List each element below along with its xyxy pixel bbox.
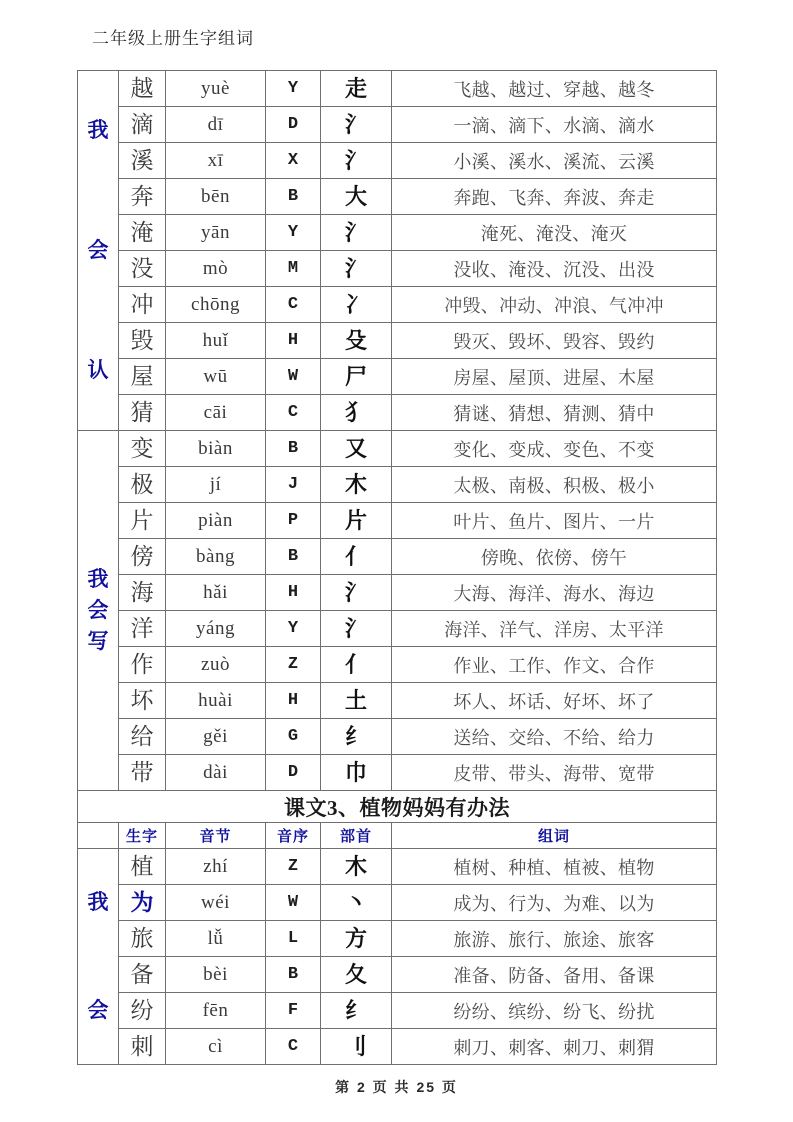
cell-char: 滴 xyxy=(119,107,166,143)
cell-order: P xyxy=(266,503,321,539)
cell-words: 大海、海洋、海水、海边 xyxy=(392,575,717,611)
cell-order: F xyxy=(266,993,321,1029)
cell-radical: 方 xyxy=(321,921,392,957)
cell-words: 小溪、溪水、溪流、云溪 xyxy=(392,143,717,179)
cell-radical: 夂 xyxy=(321,957,392,993)
group-label-char: 写 xyxy=(87,629,109,653)
cell-words: 冲毁、冲动、冲浪、气冲冲 xyxy=(392,287,717,323)
cell-radical: 土 xyxy=(321,683,392,719)
table-row xyxy=(78,503,717,539)
table-row xyxy=(78,1029,717,1065)
table-row xyxy=(78,431,717,467)
table-row xyxy=(78,755,717,791)
cell-order: H xyxy=(266,683,321,719)
cell-char: 溪 xyxy=(119,143,166,179)
table-row xyxy=(78,957,717,993)
cell-order: M xyxy=(266,251,321,287)
cell-char: 给 xyxy=(119,719,166,755)
group-label-char: 我 xyxy=(87,890,109,915)
cell-order: H xyxy=(266,575,321,611)
cell-radical: 大 xyxy=(321,179,392,215)
cell-words: 坏人、坏话、好坏、坏了 xyxy=(392,683,717,719)
table-row xyxy=(78,395,717,431)
cell-order: W xyxy=(266,885,321,921)
cell-radical: 走 xyxy=(321,71,392,107)
cell-radical: 纟 xyxy=(321,719,392,755)
cell-radical: 又 xyxy=(321,431,392,467)
cell-order: H xyxy=(266,323,321,359)
cell-words: 旅游、旅行、旅途、旅客 xyxy=(392,921,717,957)
cell-radical: 冫 xyxy=(321,287,392,323)
table-row xyxy=(78,107,717,143)
group-label-char: 会 xyxy=(87,598,109,622)
cell-words: 淹死、淹没、淹灭 xyxy=(392,215,717,251)
cell-pinyin: chōng xyxy=(166,287,266,323)
cell-radical: 尸 xyxy=(321,359,392,395)
cell-order: L xyxy=(266,921,321,957)
cell-order: G xyxy=(266,719,321,755)
group-label-char: 会 xyxy=(87,237,109,262)
column-header-row xyxy=(78,823,717,849)
lesson-banner-row xyxy=(78,791,717,823)
cell-radical: 氵 xyxy=(321,575,392,611)
cell-radical: 木 xyxy=(321,849,392,885)
cell-char: 奔 xyxy=(119,179,166,215)
table-row xyxy=(78,143,717,179)
group-label-我会 xyxy=(78,849,119,1065)
cell-pinyin: zuò xyxy=(166,647,266,683)
cell-words: 太极、南极、积极、极小 xyxy=(392,467,717,503)
cell-pinyin: huài xyxy=(166,683,266,719)
cell-radical: 木 xyxy=(321,467,392,503)
cell-order: Z xyxy=(266,849,321,885)
cell-words: 毁灭、毁坏、毁容、毁约 xyxy=(392,323,717,359)
cell-words: 变化、变成、变色、不变 xyxy=(392,431,717,467)
cell-radical: 氵 xyxy=(321,611,392,647)
cell-radical: 巾 xyxy=(321,755,392,791)
cell-char: 纷 xyxy=(119,993,166,1029)
cell-words: 房屋、屋顶、进屋、木屋 xyxy=(392,359,717,395)
cell-char: 傍 xyxy=(119,539,166,575)
cell-order: Y xyxy=(266,611,321,647)
cell-order: Y xyxy=(266,215,321,251)
cell-pinyin: yuè xyxy=(166,71,266,107)
column-header-words: 组词 xyxy=(392,823,717,849)
cell-char: 淹 xyxy=(119,215,166,251)
group-label-char: 我 xyxy=(87,118,109,143)
table-row xyxy=(78,885,717,921)
lesson-banner: 课文3、植物妈妈有办法 xyxy=(78,791,717,823)
table-row xyxy=(78,539,717,575)
cell-order: B xyxy=(266,539,321,575)
cell-radical: 犭 xyxy=(321,395,392,431)
cell-radical: 丶 xyxy=(321,885,392,921)
page-title: 二年级上册生字组词 xyxy=(92,29,254,48)
group-label-char: 会 xyxy=(87,997,109,1022)
cell-order: B xyxy=(266,179,321,215)
cell-words: 成为、行为、为难、以为 xyxy=(392,885,717,921)
table-row xyxy=(78,993,717,1029)
cell-pinyin: dī xyxy=(166,107,266,143)
table-body xyxy=(78,71,717,1065)
cell-pinyin: biàn xyxy=(166,431,266,467)
table-row xyxy=(78,647,717,683)
group-label-char: 我 xyxy=(87,567,109,591)
cell-pinyin: dài xyxy=(166,755,266,791)
cell-order: B xyxy=(266,431,321,467)
page-footer: 第 2 页 共 25 页 xyxy=(335,1079,458,1095)
cell-order: B xyxy=(266,957,321,993)
cell-char: 旅 xyxy=(119,921,166,957)
table-row xyxy=(78,467,717,503)
cell-pinyin: yān xyxy=(166,215,266,251)
column-header-order: 音序 xyxy=(266,823,321,849)
cell-order: C xyxy=(266,1029,321,1065)
cell-char: 刺 xyxy=(119,1029,166,1065)
cell-char: 作 xyxy=(119,647,166,683)
cell-char: 片 xyxy=(119,503,166,539)
table-row xyxy=(78,611,717,647)
cell-pinyin: hǎi xyxy=(166,575,266,611)
cell-pinyin: yáng xyxy=(166,611,266,647)
cell-char: 海 xyxy=(119,575,166,611)
cell-char: 为 xyxy=(119,885,166,921)
cell-pinyin: bèi xyxy=(166,957,266,993)
table-row xyxy=(78,921,717,957)
cell-char: 变 xyxy=(119,431,166,467)
table-row xyxy=(78,323,717,359)
cell-pinyin: gěi xyxy=(166,719,266,755)
cell-order: C xyxy=(266,287,321,323)
cell-char: 极 xyxy=(119,467,166,503)
cell-radical: 殳 xyxy=(321,323,392,359)
cell-pinyin: cāi xyxy=(166,395,266,431)
table-row xyxy=(78,849,717,885)
group-label-我会认 xyxy=(78,71,119,431)
cell-char: 毁 xyxy=(119,323,166,359)
table-row xyxy=(78,251,717,287)
cell-words: 准备、防备、备用、备课 xyxy=(392,957,717,993)
cell-order: W xyxy=(266,359,321,395)
table-row xyxy=(78,71,717,107)
cell-radical: 亻 xyxy=(321,539,392,575)
cell-words: 刺刀、刺客、刺刀、刺猬 xyxy=(392,1029,717,1065)
cell-pinyin: bēn xyxy=(166,179,266,215)
column-header-radical: 部首 xyxy=(321,823,392,849)
table-row xyxy=(78,575,717,611)
cell-char: 越 xyxy=(119,71,166,107)
cell-radical: 氵 xyxy=(321,215,392,251)
cell-radical: 刂 xyxy=(321,1029,392,1065)
cell-words: 植树、种植、植被、植物 xyxy=(392,849,717,885)
table-row xyxy=(78,179,717,215)
cell-char: 带 xyxy=(119,755,166,791)
cell-char: 洋 xyxy=(119,611,166,647)
cell-char: 没 xyxy=(119,251,166,287)
table-row xyxy=(78,683,717,719)
cell-radical: 亻 xyxy=(321,647,392,683)
column-header-blank xyxy=(78,823,119,849)
cell-pinyin: wū xyxy=(166,359,266,395)
cell-words: 猜谜、猜想、猜测、猜中 xyxy=(392,395,717,431)
cell-pinyin: jí xyxy=(166,467,266,503)
cell-words: 没收、淹没、沉没、出没 xyxy=(392,251,717,287)
cell-pinyin: zhí xyxy=(166,849,266,885)
cell-char: 屋 xyxy=(119,359,166,395)
cell-pinyin: wéi xyxy=(166,885,266,921)
cell-pinyin: cì xyxy=(166,1029,266,1065)
table-row xyxy=(78,215,717,251)
cell-words: 皮带、带头、海带、宽带 xyxy=(392,755,717,791)
cell-order: C xyxy=(266,395,321,431)
cell-pinyin: xī xyxy=(166,143,266,179)
cell-radical: 氵 xyxy=(321,251,392,287)
cell-words: 飞越、越过、穿越、越冬 xyxy=(392,71,717,107)
cell-radical: 纟 xyxy=(321,993,392,1029)
cell-char: 猜 xyxy=(119,395,166,431)
cell-words: 纷纷、缤纷、纷飞、纷扰 xyxy=(392,993,717,1029)
cell-pinyin: piàn xyxy=(166,503,266,539)
cell-words: 海洋、洋气、洋房、太平洋 xyxy=(392,611,717,647)
table-row xyxy=(78,359,717,395)
cell-words: 送给、交给、不给、给力 xyxy=(392,719,717,755)
group-label-char: 认 xyxy=(87,357,109,382)
cell-pinyin: huǐ xyxy=(166,323,266,359)
cell-char: 冲 xyxy=(119,287,166,323)
cell-order: D xyxy=(266,755,321,791)
column-header-pinyin: 音节 xyxy=(166,823,266,849)
cell-pinyin: fēn xyxy=(166,993,266,1029)
cell-order: J xyxy=(266,467,321,503)
cell-char: 坏 xyxy=(119,683,166,719)
cell-char: 备 xyxy=(119,957,166,993)
cell-words: 叶片、鱼片、图片、一片 xyxy=(392,503,717,539)
cell-words: 作业、工作、作文、合作 xyxy=(392,647,717,683)
cell-order: Z xyxy=(266,647,321,683)
cell-words: 一滴、滴下、水滴、滴水 xyxy=(392,107,717,143)
cell-radical: 氵 xyxy=(321,107,392,143)
cell-order: D xyxy=(266,107,321,143)
table-row xyxy=(78,719,717,755)
cell-radical: 氵 xyxy=(321,143,392,179)
vocabulary-table xyxy=(77,70,717,1065)
cell-order: X xyxy=(266,143,321,179)
cell-pinyin: bàng xyxy=(166,539,266,575)
group-label-我会写 xyxy=(78,431,119,791)
cell-radical: 片 xyxy=(321,503,392,539)
cell-words: 傍晚、依傍、傍午 xyxy=(392,539,717,575)
cell-pinyin: lǚ xyxy=(166,921,266,957)
column-header-char: 生字 xyxy=(119,823,166,849)
cell-words: 奔跑、飞奔、奔波、奔走 xyxy=(392,179,717,215)
table-row xyxy=(78,287,717,323)
cell-pinyin: mò xyxy=(166,251,266,287)
cell-char: 植 xyxy=(119,849,166,885)
cell-order: Y xyxy=(266,71,321,107)
